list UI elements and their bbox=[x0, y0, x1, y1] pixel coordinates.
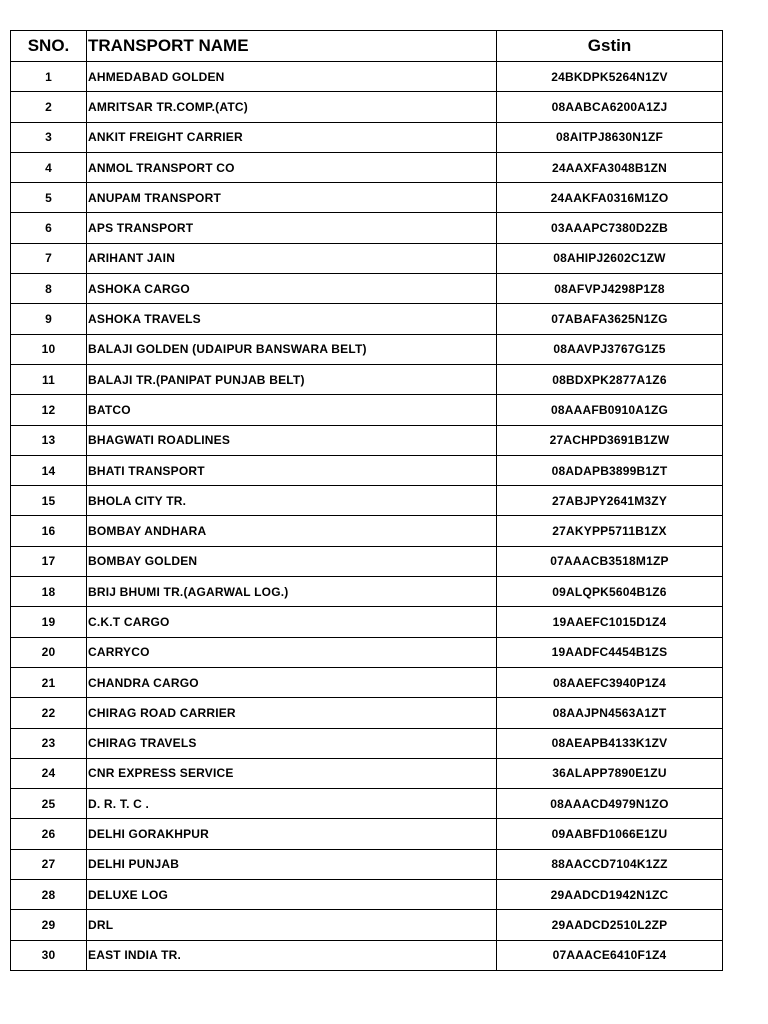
row-sno-cell: 22 bbox=[11, 698, 87, 728]
row-sno-cell: 9 bbox=[11, 304, 87, 334]
row-sno-cell: 16 bbox=[11, 516, 87, 546]
row-transport-name-cell: ARIHANT JAIN bbox=[87, 243, 497, 273]
table-header bbox=[11, 31, 723, 62]
table-row bbox=[11, 92, 723, 122]
row-sno-cell: 29 bbox=[11, 910, 87, 940]
row-gstin-cell: 08AAJPN4563A1ZT bbox=[497, 698, 723, 728]
table-row bbox=[11, 667, 723, 697]
table-row bbox=[11, 152, 723, 182]
row-transport-name-cell: ASHOKA TRAVELS bbox=[87, 304, 497, 334]
header-sno: SNO. bbox=[11, 31, 87, 62]
row-gstin-cell: 08AAAFB0910A1ZG bbox=[497, 395, 723, 425]
table-row bbox=[11, 62, 723, 92]
row-sno-cell: 11 bbox=[11, 364, 87, 394]
row-transport-name-cell: DELUXE LOG bbox=[87, 880, 497, 910]
row-sno-cell: 18 bbox=[11, 577, 87, 607]
table-row bbox=[11, 758, 723, 788]
row-sno-cell: 27 bbox=[11, 849, 87, 879]
row-sno-cell: 2 bbox=[11, 92, 87, 122]
table-row bbox=[11, 425, 723, 455]
row-sno-cell: 15 bbox=[11, 486, 87, 516]
row-gstin-cell: 29AADCD2510L2ZP bbox=[497, 910, 723, 940]
row-transport-name-cell: BHAGWATI ROADLINES bbox=[87, 425, 497, 455]
row-sno-cell: 30 bbox=[11, 940, 87, 970]
row-transport-name-cell: BHOLA CITY TR. bbox=[87, 486, 497, 516]
row-transport-name-cell: DRL bbox=[87, 910, 497, 940]
row-sno-cell: 5 bbox=[11, 183, 87, 213]
row-gstin-cell: 07AAACB3518M1ZP bbox=[497, 546, 723, 576]
table-row bbox=[11, 304, 723, 334]
row-transport-name-cell: ANMOL TRANSPORT CO bbox=[87, 152, 497, 182]
row-gstin-cell: 08AFVPJ4298P1Z8 bbox=[497, 274, 723, 304]
row-gstin-cell: 36ALAPP7890E1ZU bbox=[497, 758, 723, 788]
row-gstin-cell: 08AITPJ8630N1ZF bbox=[497, 122, 723, 152]
table-row bbox=[11, 243, 723, 273]
row-gstin-cell: 07AAACE6410F1Z4 bbox=[497, 940, 723, 970]
table-row bbox=[11, 789, 723, 819]
table-row bbox=[11, 698, 723, 728]
row-sno-cell: 23 bbox=[11, 728, 87, 758]
row-transport-name-cell: ANUPAM TRANSPORT bbox=[87, 183, 497, 213]
row-gstin-cell: 08AAVPJ3767G1Z5 bbox=[497, 334, 723, 364]
row-transport-name-cell: CHIRAG TRAVELS bbox=[87, 728, 497, 758]
row-gstin-cell: 88AACCD7104K1ZZ bbox=[497, 849, 723, 879]
table-row bbox=[11, 213, 723, 243]
row-gstin-cell: 08AAEFC3940P1Z4 bbox=[497, 667, 723, 697]
row-sno-cell: 12 bbox=[11, 395, 87, 425]
row-sno-cell: 3 bbox=[11, 122, 87, 152]
row-sno-cell: 10 bbox=[11, 334, 87, 364]
row-gstin-cell: 27AKYPP5711B1ZX bbox=[497, 516, 723, 546]
row-transport-name-cell: BRIJ BHUMI TR.(AGARWAL LOG.) bbox=[87, 577, 497, 607]
table-row bbox=[11, 516, 723, 546]
row-gstin-cell: 27ABJPY2641M3ZY bbox=[497, 486, 723, 516]
table-row bbox=[11, 395, 723, 425]
table-row bbox=[11, 274, 723, 304]
row-sno-cell: 25 bbox=[11, 789, 87, 819]
row-transport-name-cell: DELHI GORAKHPUR bbox=[87, 819, 497, 849]
row-gstin-cell: 08ADAPB3899B1ZT bbox=[497, 455, 723, 485]
row-gstin-cell: 24AAKFA0316M1ZO bbox=[497, 183, 723, 213]
row-sno-cell: 13 bbox=[11, 425, 87, 455]
transport-table bbox=[10, 30, 723, 971]
row-sno-cell: 6 bbox=[11, 213, 87, 243]
row-sno-cell: 19 bbox=[11, 607, 87, 637]
row-transport-name-cell: CARRYCO bbox=[87, 637, 497, 667]
row-sno-cell: 1 bbox=[11, 62, 87, 92]
row-transport-name-cell: ASHOKA CARGO bbox=[87, 274, 497, 304]
table-row bbox=[11, 183, 723, 213]
row-transport-name-cell: BALAJI GOLDEN (UDAIPUR BANSWARA BELT) bbox=[87, 334, 497, 364]
table-row bbox=[11, 455, 723, 485]
row-gstin-cell: 24BKDPK5264N1ZV bbox=[497, 62, 723, 92]
table-row bbox=[11, 637, 723, 667]
table-row bbox=[11, 728, 723, 758]
row-transport-name-cell: D. R. T. C . bbox=[87, 789, 497, 819]
table-row bbox=[11, 546, 723, 576]
header-row bbox=[11, 31, 723, 62]
row-gstin-cell: 09AABFD1066E1ZU bbox=[497, 819, 723, 849]
row-sno-cell: 7 bbox=[11, 243, 87, 273]
row-gstin-cell: 08BDXPK2877A1Z6 bbox=[497, 364, 723, 394]
row-gstin-cell: 07ABAFA3625N1ZG bbox=[497, 304, 723, 334]
table-row bbox=[11, 880, 723, 910]
table-row bbox=[11, 849, 723, 879]
header-transport-name: TRANSPORT NAME bbox=[87, 31, 497, 62]
row-transport-name-cell: EAST INDIA TR. bbox=[87, 940, 497, 970]
row-transport-name-cell: BATCO bbox=[87, 395, 497, 425]
row-gstin-cell: 08AEAPB4133K1ZV bbox=[497, 728, 723, 758]
row-sno-cell: 8 bbox=[11, 274, 87, 304]
row-sno-cell: 26 bbox=[11, 819, 87, 849]
row-gstin-cell: 19AAEFC1015D1Z4 bbox=[497, 607, 723, 637]
row-transport-name-cell: CHIRAG ROAD CARRIER bbox=[87, 698, 497, 728]
row-transport-name-cell: AMRITSAR TR.COMP.(ATC) bbox=[87, 92, 497, 122]
table-row bbox=[11, 486, 723, 516]
header-gstin: Gstin bbox=[497, 31, 723, 62]
row-gstin-cell: 27ACHPD3691B1ZW bbox=[497, 425, 723, 455]
table-row bbox=[11, 122, 723, 152]
row-transport-name-cell: BHATI TRANSPORT bbox=[87, 455, 497, 485]
table-row bbox=[11, 334, 723, 364]
row-transport-name-cell: BOMBAY GOLDEN bbox=[87, 546, 497, 576]
row-gstin-cell: 03AAAPC7380D2ZB bbox=[497, 213, 723, 243]
row-sno-cell: 14 bbox=[11, 455, 87, 485]
row-transport-name-cell: AHMEDABAD GOLDEN bbox=[87, 62, 497, 92]
row-transport-name-cell: CNR EXPRESS SERVICE bbox=[87, 758, 497, 788]
row-sno-cell: 20 bbox=[11, 637, 87, 667]
row-gstin-cell: 08AABCA6200A1ZJ bbox=[497, 92, 723, 122]
row-gstin-cell: 09ALQPK5604B1Z6 bbox=[497, 577, 723, 607]
table-row bbox=[11, 577, 723, 607]
row-transport-name-cell: DELHI PUNJAB bbox=[87, 849, 497, 879]
table-body bbox=[11, 62, 723, 971]
row-gstin-cell: 29AADCD1942N1ZC bbox=[497, 880, 723, 910]
row-sno-cell: 4 bbox=[11, 152, 87, 182]
row-sno-cell: 21 bbox=[11, 667, 87, 697]
table-row bbox=[11, 910, 723, 940]
row-sno-cell: 28 bbox=[11, 880, 87, 910]
row-transport-name-cell: CHANDRA CARGO bbox=[87, 667, 497, 697]
row-sno-cell: 17 bbox=[11, 546, 87, 576]
table-row bbox=[11, 819, 723, 849]
table-row bbox=[11, 940, 723, 970]
table-row bbox=[11, 607, 723, 637]
row-transport-name-cell: C.K.T CARGO bbox=[87, 607, 497, 637]
table-row bbox=[11, 364, 723, 394]
row-transport-name-cell: BALAJI TR.(PANIPAT PUNJAB BELT) bbox=[87, 364, 497, 394]
row-transport-name-cell: ANKIT FREIGHT CARRIER bbox=[87, 122, 497, 152]
row-gstin-cell: 19AADFC4454B1ZS bbox=[497, 637, 723, 667]
row-gstin-cell: 24AAXFA3048B1ZN bbox=[497, 152, 723, 182]
row-gstin-cell: 08AHIPJ2602C1ZW bbox=[497, 243, 723, 273]
row-gstin-cell: 08AAACD4979N1ZO bbox=[497, 789, 723, 819]
row-sno-cell: 24 bbox=[11, 758, 87, 788]
row-transport-name-cell: BOMBAY ANDHARA bbox=[87, 516, 497, 546]
row-transport-name-cell: APS TRANSPORT bbox=[87, 213, 497, 243]
